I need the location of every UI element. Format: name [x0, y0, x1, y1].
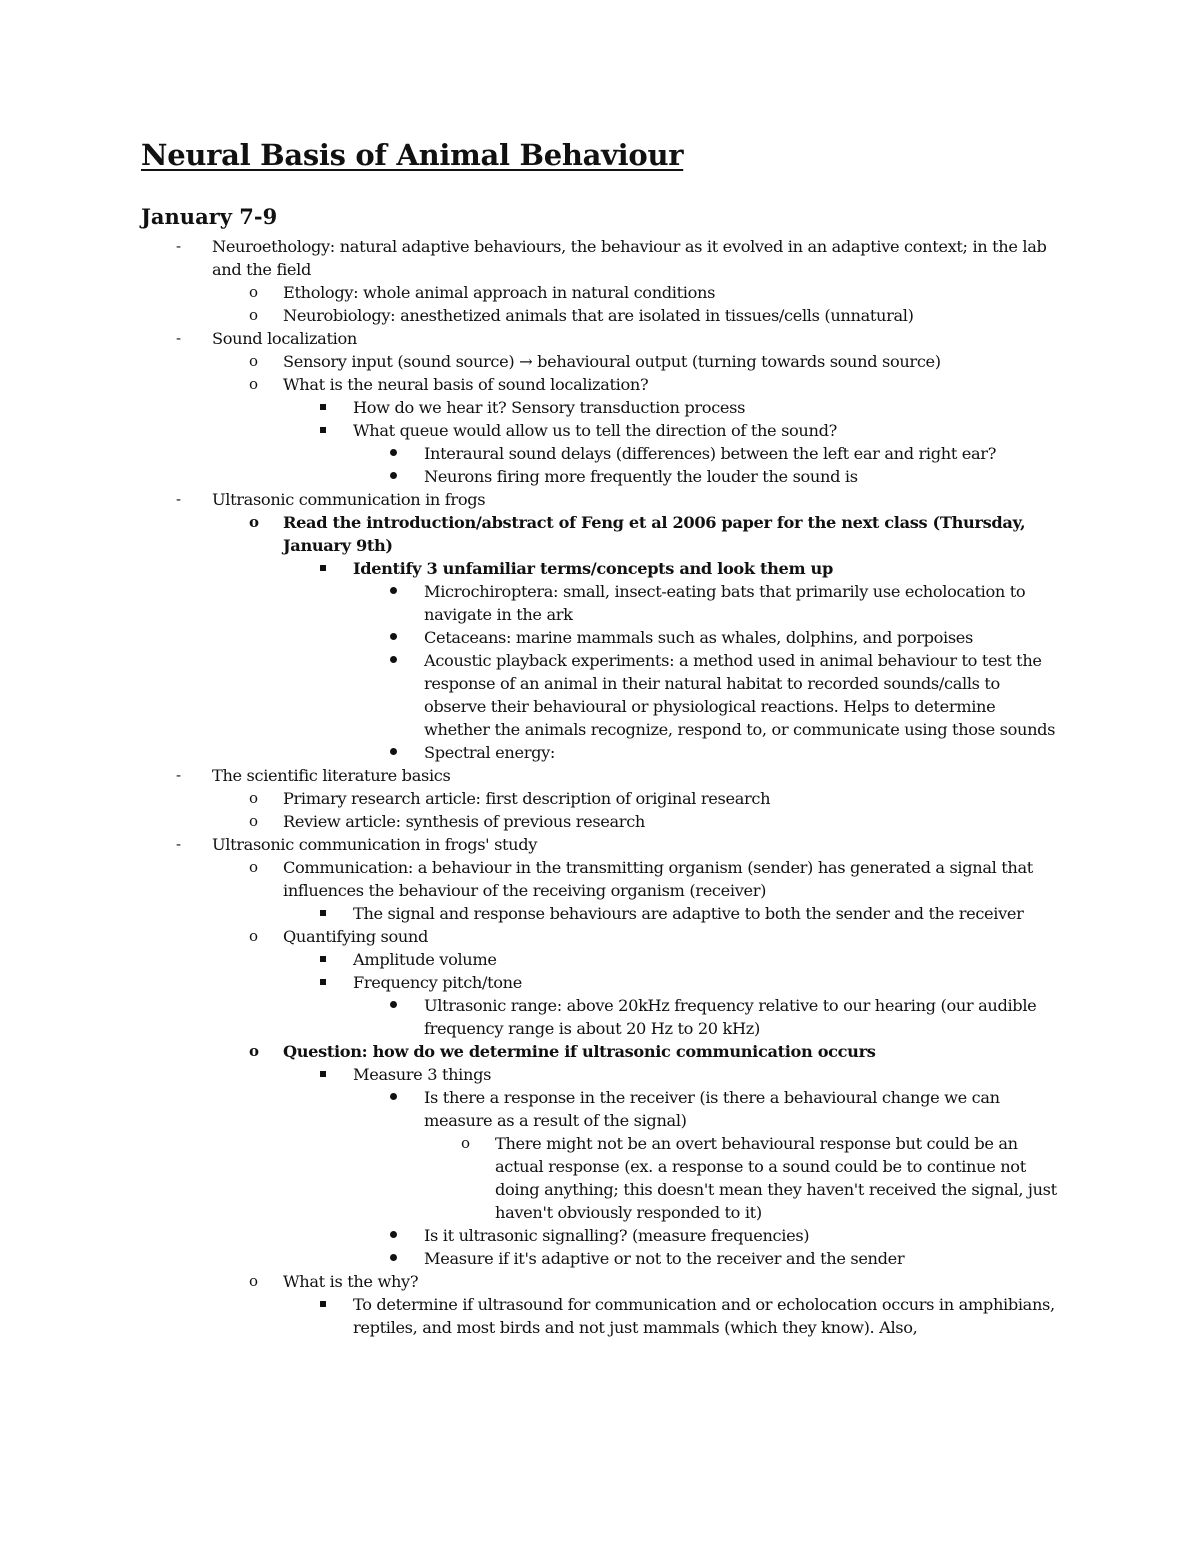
note-item: [0, 787, 1061, 810]
note-item: [0, 925, 1061, 948]
note-item: [0, 580, 1064, 626]
note-item: [0, 948, 1061, 971]
dot-bullet-icon: [390, 748, 397, 755]
note-item: [0, 1224, 1064, 1247]
circle-bullet-icon: o: [249, 858, 258, 876]
square-bullet-icon: [320, 910, 326, 916]
note-text: To determine if ultrasound for communication and or echolocation occurs in amphibians, reptiles, and most birds and not just mammals (which they know). Also,: [353, 1295, 1055, 1337]
dot-bullet-icon: [390, 1231, 397, 1238]
note-text: Acoustic playback experiments: a method used in animal behaviour to test the response of an animal in their natural habitat to recorded sounds/calls to observe their behavioural or physiological reactions. Helps to determine whether the animals recognize, respond to, or communicate using those sounds: [424, 651, 1056, 739]
note-text: What is the neural basis of sound localization?: [283, 375, 649, 394]
note-item: [0, 442, 1064, 465]
note-text: Is there a response in the receiver (is there a behavioural change we can measure as a result of the signal): [424, 1088, 1000, 1130]
note-item: [0, 557, 1061, 580]
circle-bullet-icon: o: [249, 789, 258, 807]
note-item: [0, 1132, 1065, 1224]
dot-bullet-icon: [390, 656, 397, 663]
note-text: Ethology: whole animal approach in natural conditions: [283, 283, 716, 302]
note-text: How do we hear it? Sensory transduction process: [353, 398, 746, 417]
note-item: [0, 488, 1060, 511]
note-text: Amplitude volume: [353, 950, 497, 969]
circle-bullet-icon: o: [461, 1134, 470, 1152]
square-bullet-icon: [320, 1301, 326, 1307]
note-text: Neuroethology: natural adaptive behaviours, the behaviour as it evolved in an adaptive context; in the lab and the field: [212, 237, 1047, 279]
note-text: Spectral energy:: [424, 743, 555, 762]
circle-bullet-icon: o: [249, 1272, 258, 1290]
note-item: [0, 373, 1061, 396]
circle-bullet-icon: o: [249, 306, 258, 324]
dash-bullet-icon: -: [176, 835, 181, 853]
note-item: [0, 833, 1060, 856]
dot-bullet-icon: [390, 587, 397, 594]
note-item: [0, 1086, 1064, 1132]
note-text: Sensory input (sound source) → behavioural output (turning towards sound source): [283, 352, 941, 371]
note-item: [0, 396, 1061, 419]
dash-bullet-icon: -: [176, 237, 181, 255]
note-item: [0, 1293, 1061, 1339]
square-bullet-icon: [320, 427, 326, 433]
note-text: Measure 3 things: [353, 1065, 492, 1084]
dot-bullet-icon: [390, 1001, 397, 1008]
square-bullet-icon: [320, 565, 326, 571]
note-text: Neurobiology: anesthetized animals that are isolated in tissues/cells (unnatural): [283, 306, 914, 325]
note-text: Ultrasonic range: above 20kHz frequency relative to our hearing (our audible frequency range is about 20 Hz to 20 kHz): [424, 996, 1037, 1038]
note-text: Neurons firing more frequently the louder the sound is: [424, 467, 858, 486]
note-text: Measure if it's adaptive or not to the receiver and the sender: [424, 1249, 905, 1268]
circle-bullet-icon: o: [249, 1042, 259, 1060]
note-item: [0, 741, 1064, 764]
square-bullet-icon: [320, 1071, 326, 1077]
note-item: [0, 810, 1061, 833]
note-item: [0, 971, 1061, 994]
dash-bullet-icon: -: [176, 766, 181, 784]
note-item: [0, 281, 1061, 304]
document-title: Neural Basis of Animal Behaviour: [141, 138, 684, 172]
note-text: The scientific literature basics: [212, 766, 451, 785]
circle-bullet-icon: o: [249, 513, 259, 531]
note-item: [0, 994, 1064, 1040]
note-text: What is the why?: [283, 1272, 419, 1291]
note-item: [0, 235, 1060, 281]
note-text: Review article: synthesis of previous research: [283, 812, 645, 831]
note-text: Cetaceans: marine mammals such as whales, dolphins, and porpoises: [424, 628, 973, 647]
note-item: [0, 649, 1064, 741]
note-text: Identify 3 unfamiliar terms/concepts and look them up: [353, 559, 833, 578]
circle-bullet-icon: o: [249, 283, 258, 301]
note-item: [0, 1063, 1061, 1086]
note-text: Primary research article: first description of original research: [283, 789, 771, 808]
note-text: Is it ultrasonic signalling? (measure frequencies): [424, 1226, 810, 1245]
note-text: Frequency pitch/tone: [353, 973, 522, 992]
note-text: Question: how do we determine if ultrasonic communication occurs: [283, 1042, 876, 1061]
note-text: Quantifying sound: [283, 927, 429, 946]
note-text: There might not be an overt behavioural response but could be an actual response (ex. a response to a sound could be to continue not doing anything; this doesn't mean they haven't received the signal, just haven't obviously responded to it): [495, 1134, 1057, 1222]
note-item: [0, 902, 1061, 925]
note-text: Sound localization: [212, 329, 357, 348]
dot-bullet-icon: [390, 633, 397, 640]
note-item: [0, 626, 1064, 649]
circle-bullet-icon: o: [249, 375, 258, 393]
circle-bullet-icon: o: [249, 927, 258, 945]
notes-list: [0, 235, 1200, 1339]
note-text: Microchiroptera: small, insect-eating bats that primarily use echolocation to navigate in the ark: [424, 582, 1026, 624]
note-item: [0, 304, 1061, 327]
square-bullet-icon: [320, 979, 326, 985]
note-item: [0, 764, 1060, 787]
note-text: Interaural sound delays (differences) between the left ear and right ear?: [424, 444, 997, 463]
note-item: [0, 511, 1061, 557]
note-item: [0, 465, 1064, 488]
note-item: [0, 1247, 1064, 1270]
circle-bullet-icon: o: [249, 352, 258, 370]
note-text: Ultrasonic communication in frogs' study: [212, 835, 538, 854]
note-item: [0, 350, 1061, 373]
dash-bullet-icon: -: [176, 329, 181, 347]
note-text: Ultrasonic communication in frogs: [212, 490, 486, 509]
note-text: Read the introduction/abstract of Feng et al 2006 paper for the next class (Thursday, January 9th): [283, 513, 1026, 555]
note-item: [0, 1040, 1061, 1063]
dot-bullet-icon: [390, 1093, 397, 1100]
section-heading: January 7-9: [141, 204, 278, 229]
note-item: [0, 419, 1061, 442]
dash-bullet-icon: -: [176, 490, 181, 508]
note-text: Communication: a behaviour in the transmitting organism (sender) has generated a signal that influences the behaviour of the receiving organism (receiver): [283, 858, 1033, 900]
dot-bullet-icon: [390, 449, 397, 456]
dot-bullet-icon: [390, 1254, 397, 1261]
circle-bullet-icon: o: [249, 812, 258, 830]
dot-bullet-icon: [390, 472, 397, 479]
note-text: What queue would allow us to tell the direction of the sound?: [353, 421, 837, 440]
note-item: [0, 1270, 1061, 1293]
note-item: [0, 327, 1060, 350]
square-bullet-icon: [320, 404, 326, 410]
note-item: [0, 856, 1061, 902]
square-bullet-icon: [320, 956, 326, 962]
note-text: The signal and response behaviours are adaptive to both the sender and the receiver: [353, 904, 1024, 923]
